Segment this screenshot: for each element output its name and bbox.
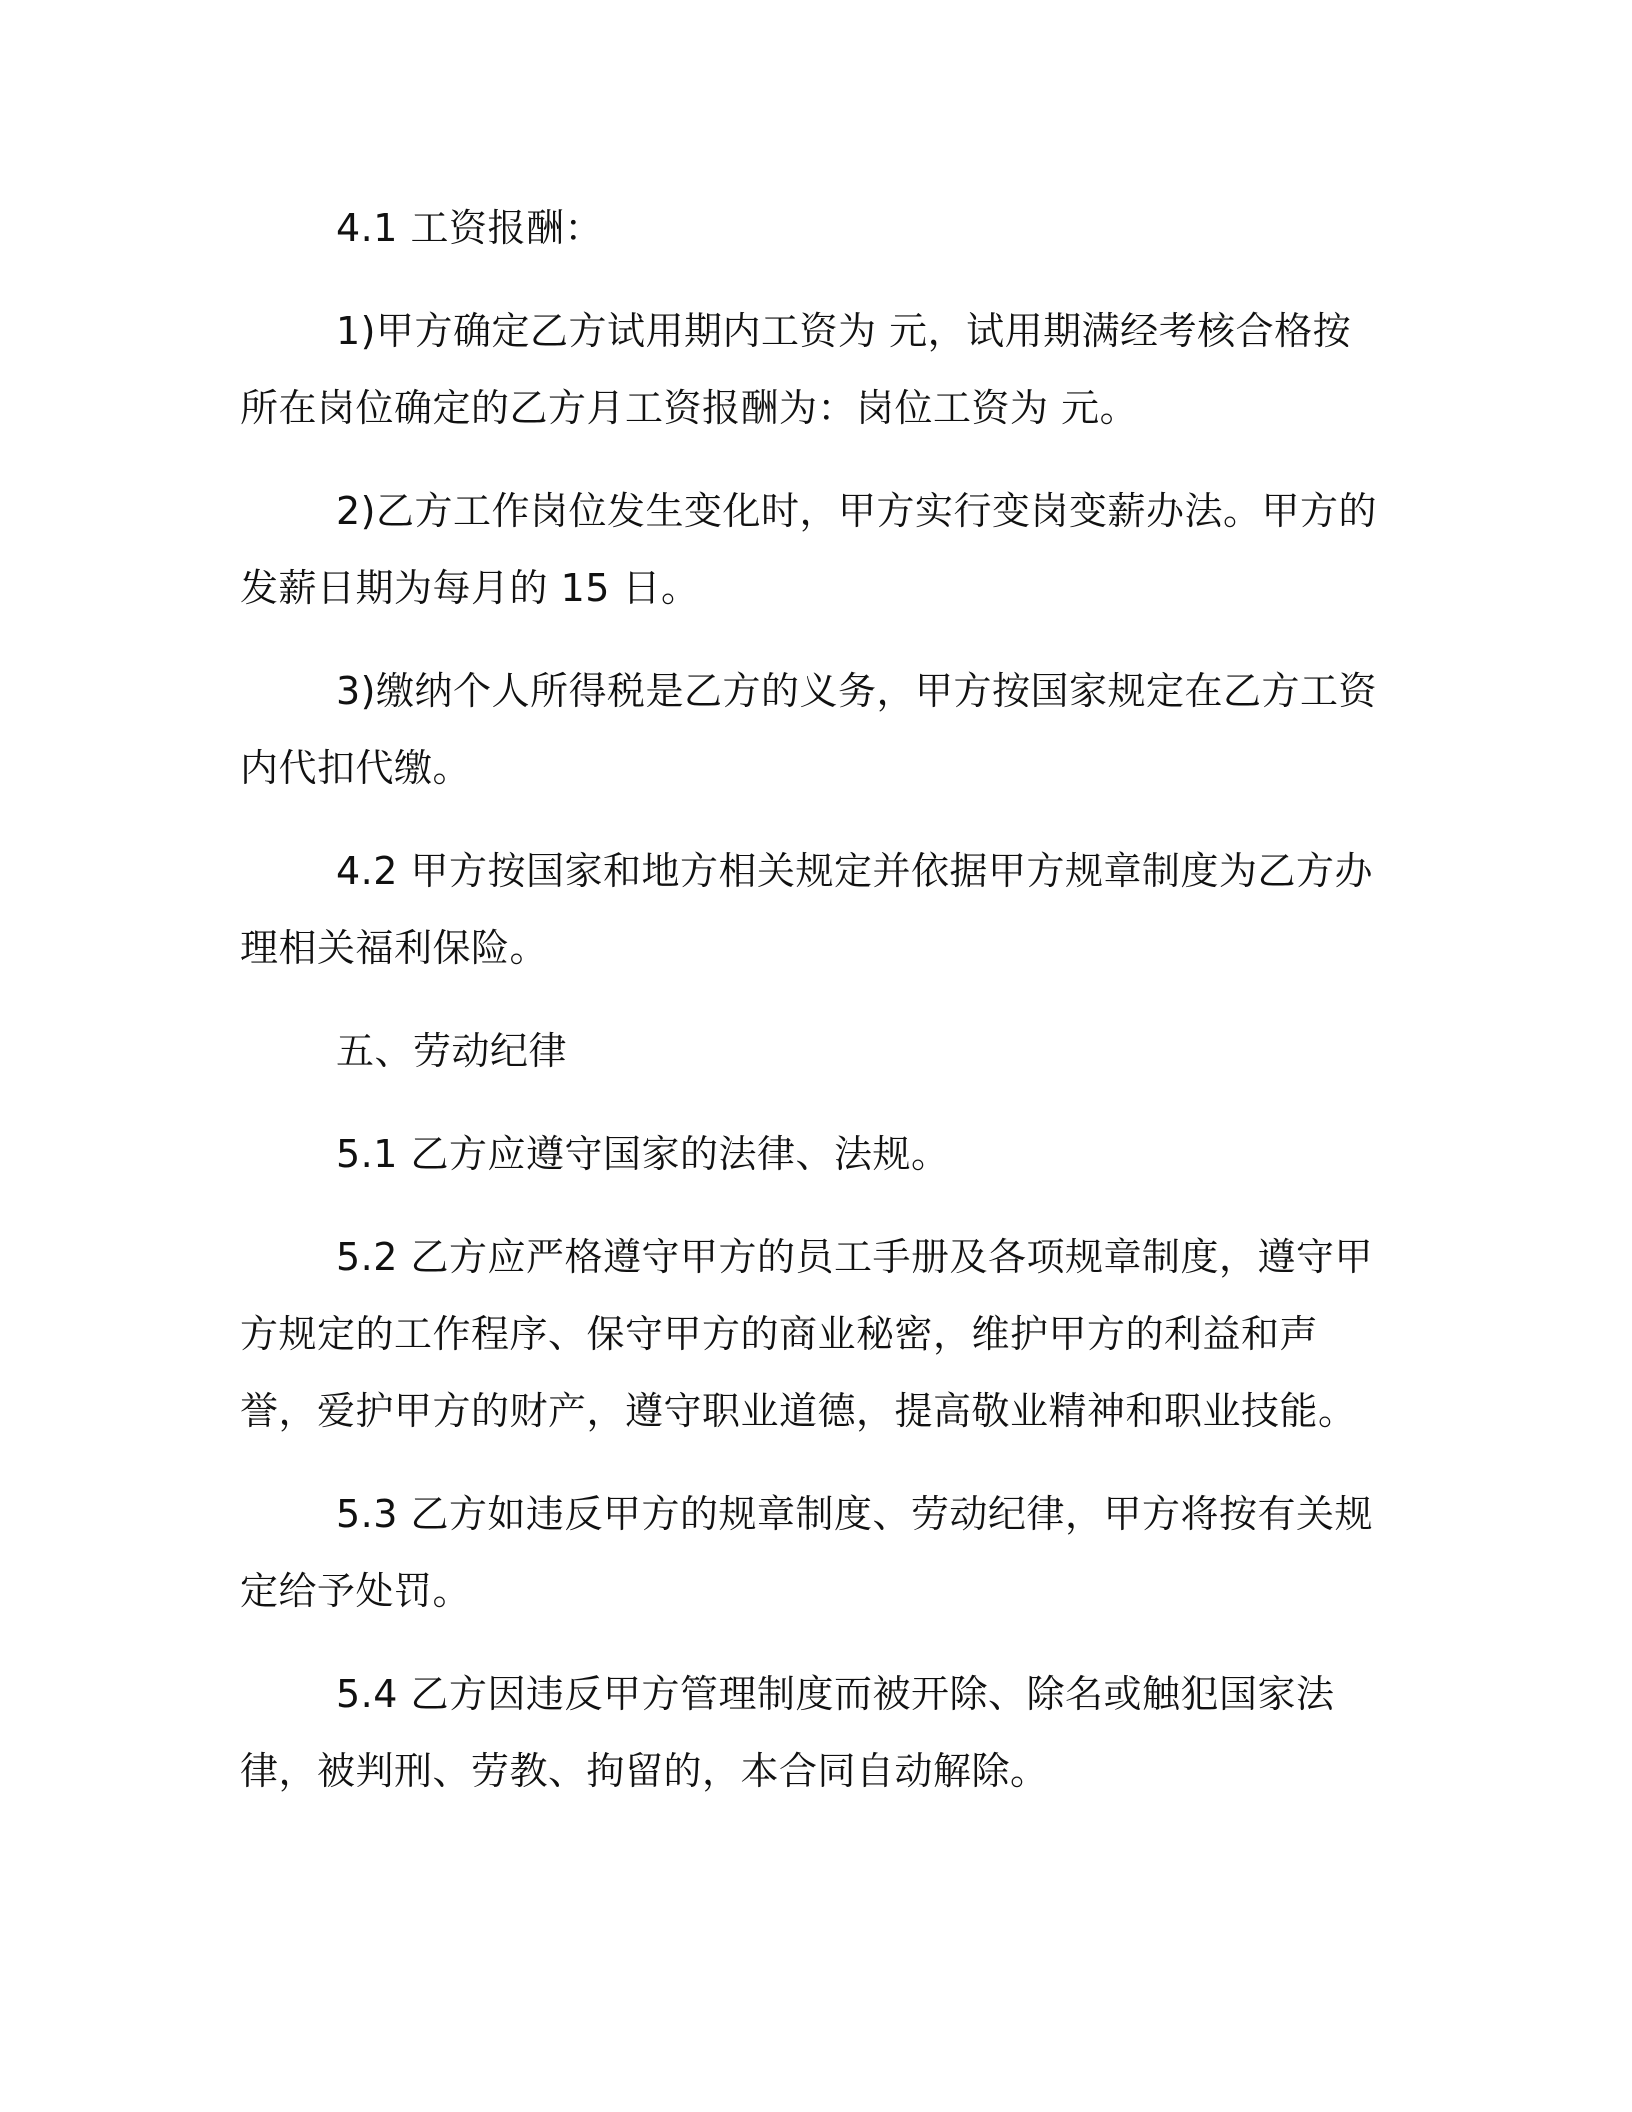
clause-5-4: 5.4 乙方因违反甲方管理制度而被开除、除名或触犯国家法律，被判刑、劳教、拘留的，本合同自动解除。	[240, 1672, 1335, 1793]
clause-5-3: 5.3 乙方如违反甲方的规章制度、劳动纪律，甲方将按有关规定给予处罚。	[240, 1492, 1374, 1613]
clause-4-1-item-3: 3)缴纳个人所得税是乙方的义务，甲方按国家规定在乙方工资内代扣代缴。	[240, 669, 1378, 790]
clause-4-2: 4.2 甲方按国家和地方相关规定并依据甲方规章制度为乙方办理相关福利保险。	[240, 849, 1374, 970]
clause-5-2: 5.2 乙方应严格遵守甲方的员工手册及各项规章制度，遵守甲方规定的工作程序、保守甲方的商业秘密，维护甲方的利益和声誉，爱护甲方的财产，遵守职业道德，提高敬业精神和职业技能。	[240, 1235, 1374, 1433]
document-page	[240, 190, 1380, 1836]
clause-5-1: 5.1 乙方应遵守国家的法律、法规。	[336, 1132, 950, 1176]
section-5-heading: 五、劳动纪律	[336, 1029, 568, 1073]
clause-4-1-item-1: 1)甲方确定乙方试用期内工资为 元，试用期满经考核合格按所在岗位确定的乙方月工资报酬为：岗位工资为 元。	[240, 309, 1352, 430]
clause-4-1-heading: 4.1 工资报酬：	[336, 206, 604, 250]
clause-4-1-item-2: 2)乙方工作岗位发生变化时，甲方实行变岗变薪办法。甲方的发薪日期为每月的 15 日。	[240, 489, 1378, 610]
